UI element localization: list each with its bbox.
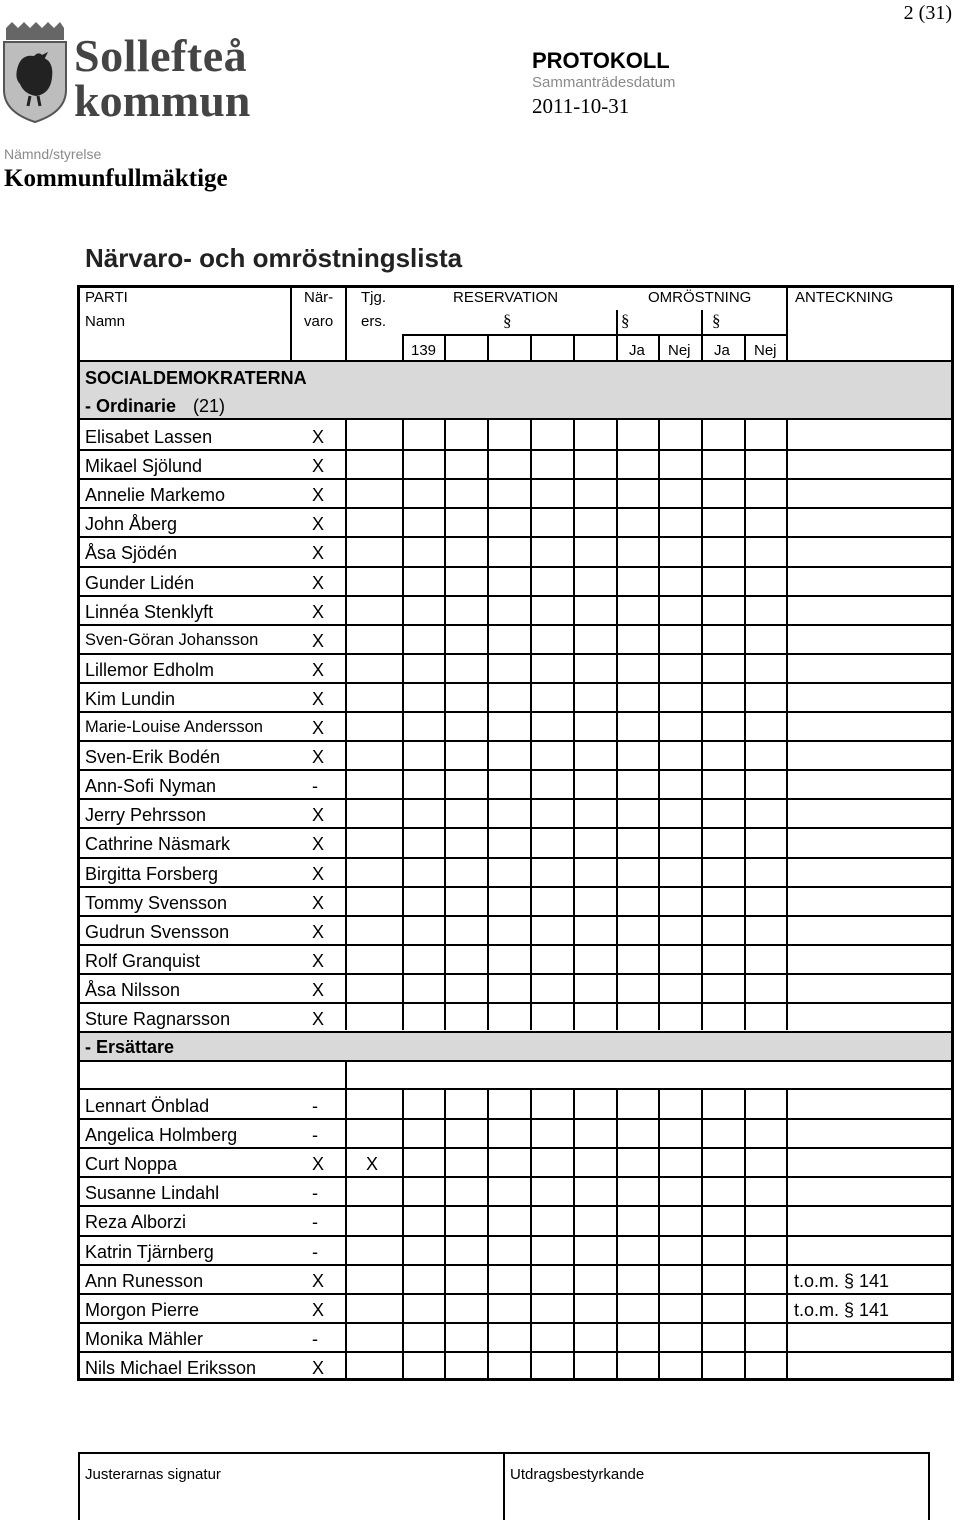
attendance-mark: X <box>312 950 325 971</box>
member-name: Sven-Göran Johansson <box>85 630 259 649</box>
attendance-mark: X <box>312 630 325 651</box>
member-name: Elisabet Lassen <box>85 427 213 447</box>
annotation-note: t.o.m. § 141 <box>794 1299 890 1320</box>
attendance-mark: X <box>312 1154 325 1175</box>
attendance-mark: X <box>312 892 325 913</box>
member-name: Mikael Sjölund <box>85 456 203 477</box>
attendance-mark: X <box>312 805 325 826</box>
substitute-name: Reza Alborzi <box>85 1212 187 1233</box>
attendance-mark: X <box>312 747 325 768</box>
substitute-name: Ann Runesson <box>85 1270 204 1291</box>
meeting-date-label: Sammanträdesdatum <box>532 74 676 91</box>
header-narvaro-2: varo <box>304 313 334 330</box>
substitute-name: Nils Michael Eriksson <box>85 1357 257 1378</box>
member-name: Gunder Lidén <box>85 572 195 593</box>
section-sign-vote-1: § <box>621 311 630 330</box>
substitute-name: Lennart Önblad <box>85 1096 210 1116</box>
member-name: Ann-Sofi Nyman <box>85 776 217 797</box>
section-sign-vote-2: § <box>712 311 721 330</box>
attendance-mark: X <box>312 1299 325 1320</box>
ordinarie-count: (21) <box>193 396 226 416</box>
attendance-mark: X <box>312 1270 325 1291</box>
logo-text-line2: kommun <box>74 75 251 126</box>
attendance-mark: - <box>312 1328 318 1349</box>
member-name: Tommy Svensson <box>85 892 228 913</box>
member-name: Cathrine Näsmark <box>85 834 231 855</box>
header-omrostning: OMRÖSTNING <box>648 289 752 306</box>
attendance-mark: - <box>312 1241 318 1262</box>
adjusters-signature-label: Justerarnas signatur <box>85 1466 221 1483</box>
reservation-paragraph: 139 <box>411 342 437 359</box>
substitute-name: Morgon Pierre <box>85 1299 200 1320</box>
substitute-name: Curt Noppa <box>85 1154 178 1175</box>
vote-label-ja-2: Ja <box>714 342 730 359</box>
member-name: Linnéa Stenklyft <box>85 601 214 622</box>
substitute-name: Susanne Lindahl <box>85 1183 220 1204</box>
attendance-mark: - <box>312 1125 318 1146</box>
vote-label-nej-2: Nej <box>754 342 777 359</box>
capercaillie-crest-icon <box>0 20 70 125</box>
attendance-mark: X <box>312 863 325 884</box>
attendance-mark: X <box>312 601 325 622</box>
ersattare-section-shade <box>80 1033 951 1060</box>
header-tjg-2: ers. <box>361 313 387 330</box>
attendance-mark: X <box>312 834 325 855</box>
board-name: Kommunfullmäktige <box>4 165 228 192</box>
member-name: Gudrun Svensson <box>85 921 230 942</box>
header-reservation: RESERVATION <box>453 289 559 306</box>
member-name: Birgitta Forsberg <box>85 863 219 884</box>
attendance-mark: X <box>312 514 325 535</box>
page-number: 2 (31) <box>903 2 952 24</box>
member-name: Åsa Nilsson <box>85 979 181 1000</box>
ersattare-label: - Ersättare <box>85 1037 175 1057</box>
member-name: Sture Ragnarsson <box>85 1009 231 1029</box>
ordinarie-label: - Ordinarie <box>85 396 177 416</box>
annotation-note: t.o.m. § 141 <box>794 1270 890 1291</box>
header-narvaro-1: När- <box>304 289 334 306</box>
member-name: Sven-Erik Bodén <box>85 747 221 768</box>
attendance-mark: - <box>312 776 318 797</box>
logo-text-line1: Sollefteå <box>74 30 248 81</box>
attendance-mark: X <box>312 688 325 709</box>
signature-divider <box>503 1452 505 1520</box>
substitute-name: Katrin Tjärnberg <box>85 1241 214 1262</box>
substitute-name: Monika Mähler <box>85 1328 204 1349</box>
section-sign-reservation: § <box>503 311 512 330</box>
member-name: Marie-Louise Andersson <box>85 718 263 736</box>
protocol-title: PROTOKOLL <box>532 48 670 73</box>
meeting-date: 2011-10-31 <box>532 94 630 118</box>
member-name: John Åberg <box>85 514 178 535</box>
member-name: Rolf Granquist <box>85 950 201 971</box>
attendance-mark: - <box>312 1096 318 1116</box>
attendance-mark: - <box>312 1212 318 1233</box>
attendance-mark: X <box>312 1009 325 1029</box>
member-name: Jerry Pehrsson <box>85 805 207 826</box>
attendance-mark: X <box>312 718 325 738</box>
member-name: Kim Lundin <box>85 688 176 709</box>
header-tjg-1: Tjg. <box>361 289 387 306</box>
party-name: SOCIALDEMOKRATERNA <box>85 368 307 388</box>
member-name: Annelie Markemo <box>85 485 226 506</box>
serving-substitute-mark: X <box>366 1154 379 1175</box>
member-name: Åsa Sjödén <box>85 543 178 564</box>
attendance-mark: X <box>312 427 325 447</box>
attendance-mark: X <box>312 659 325 680</box>
attendance-mark: X <box>312 1357 325 1378</box>
substitute-name: Angelica Holmberg <box>85 1125 238 1146</box>
attendance-mark: X <box>312 979 325 1000</box>
header-namn: Namn <box>85 313 126 330</box>
extract-certified-label: Utdragsbestyrkande <box>510 1466 645 1483</box>
vote-label-ja-1: Ja <box>629 342 645 359</box>
header-anteckning: ANTECKNING <box>795 289 894 306</box>
header-parti: PARTI <box>85 289 128 306</box>
document-title: Närvaro- och omröstningslista <box>85 243 463 273</box>
attendance-mark: X <box>312 572 325 593</box>
attendance-table <box>77 285 954 1381</box>
attendance-mark: X <box>312 485 325 506</box>
member-name: Lillemor Edholm <box>85 659 215 680</box>
attendance-mark: X <box>312 921 325 942</box>
vote-label-nej-1: Nej <box>668 342 691 359</box>
attendance-mark: X <box>312 456 325 477</box>
attendance-mark: X <box>312 543 325 564</box>
attendance-mark: - <box>312 1183 318 1204</box>
board-label: Nämnd/styrelse <box>4 146 102 162</box>
